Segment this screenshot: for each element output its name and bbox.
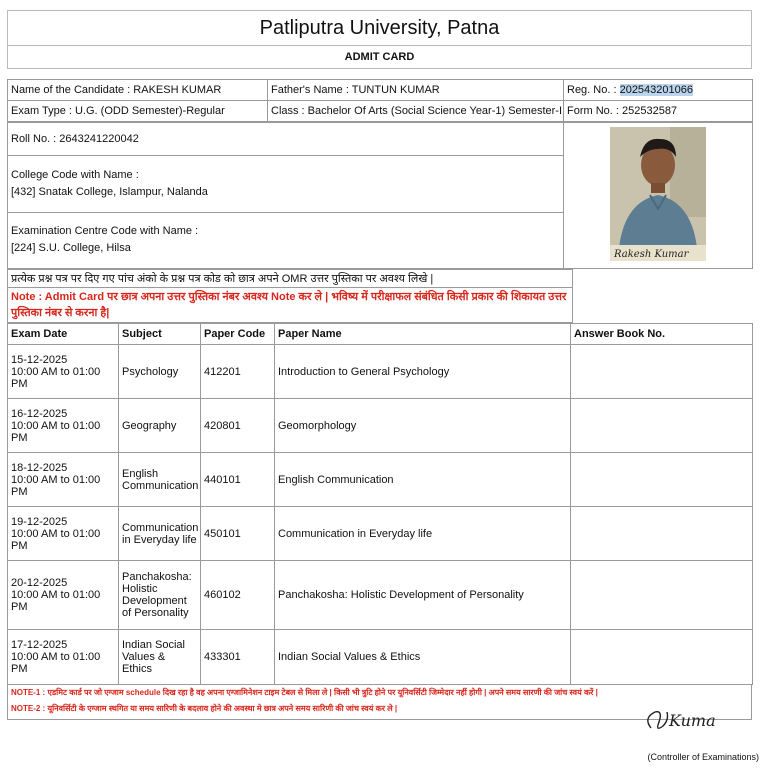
table-row	[8, 630, 753, 685]
exam-date: 16-12-2025	[11, 407, 68, 420]
subject-cell: Communication in Everyday life	[119, 507, 201, 561]
exam-date-cell	[8, 630, 119, 685]
form-no: Form No. : 252532587	[564, 101, 753, 122]
paper-name-cell: Geomorphology	[275, 399, 571, 453]
exam-type: Exam Type : U.G. (ODD Semester)-Regular	[8, 101, 268, 122]
answer-book-cell	[571, 453, 753, 507]
reg-no	[564, 80, 753, 101]
paper-code-cell: 440101	[201, 453, 275, 507]
photo-cell	[564, 123, 753, 269]
answer-book-cell	[571, 507, 753, 561]
centre-label: Examination Centre Code with Name :	[11, 225, 199, 238]
answer-book-cell	[571, 630, 753, 685]
table-row	[8, 399, 753, 453]
candidate-name: Name of the Candidate : RAKESH KUMAR	[8, 80, 268, 101]
subject-cell: Panchakosha: Holistic Development of Personality	[119, 561, 201, 630]
table-row	[8, 345, 753, 399]
exam-date-cell	[8, 453, 119, 507]
instruction-note: Note : Admit Card पर छात्र अपना उत्तर पुस्तिका नंबर अवश्य Note कर ले | भविष्य में परीक्षाफल संबंधित किसी प्रकार की शिकायत उत्तर पुस्तिका नंबर से करना है|	[8, 288, 573, 323]
subject-cell: Psychology	[119, 345, 201, 399]
class-info: Class : Bachelor Of Arts (Social Science Year-1) Semester-I	[268, 101, 564, 122]
exam-date: 18-12-2025	[11, 461, 68, 474]
instruction-line: प्रत्येक प्रश्न पत्र पर दिए गए पांच अंको के प्रश्न पत्र कोड को छात्र अपने OMR उत्तर पुस्तिका पर अवश्य लिखे |	[8, 270, 573, 288]
exam-time: 10:00 AM to 01:00 PM	[11, 365, 101, 390]
instructions-table	[7, 269, 753, 323]
reg-no-value: 202543201066	[619, 84, 693, 96]
college-label: College Code with Name :	[11, 168, 139, 181]
exam-date: 20-12-2025	[11, 577, 68, 589]
exam-time: 10:00 AM to 01:00 PM	[11, 473, 101, 498]
admit-card	[7, 10, 752, 720]
paper-name-cell: Introduction to General Psychology	[275, 345, 571, 399]
exam-time: 10:00 AM to 01:00 PM	[11, 419, 101, 444]
header-paper-name: Paper Name	[275, 324, 571, 345]
father-name: Father's Name : TUNTUN KUMAR	[268, 80, 564, 101]
header-answer-book: Answer Book No.	[571, 324, 753, 345]
exam-time: 10:00 AM to 01:00 PM	[11, 527, 101, 552]
paper-code-cell: 412201	[201, 345, 275, 399]
exam-date-cell	[8, 561, 119, 630]
paper-name-cell: English Communication	[275, 453, 571, 507]
paper-code-cell: 420801	[201, 399, 275, 453]
exam-date-cell	[8, 507, 119, 561]
college-info	[8, 156, 564, 212]
photo-signature: Rakesh Kumar	[614, 249, 689, 260]
paper-name-cell: Panchakosha: Holistic Development of Personality	[275, 561, 571, 630]
table-row	[8, 507, 753, 561]
exam-date-cell	[8, 345, 119, 399]
answer-book-cell	[571, 561, 753, 630]
centre-value: [224] S.U. College, Hilsa	[11, 242, 131, 255]
candidate-info-table	[7, 79, 753, 122]
paper-name-cell: Indian Social Values & Ethics	[275, 630, 571, 685]
candidate-photo-image	[610, 127, 706, 261]
table-row	[8, 561, 753, 630]
exam-date: 17-12-2025	[11, 639, 68, 651]
subject-cell: Geography	[119, 399, 201, 453]
exam-schedule-table	[7, 323, 753, 685]
centre-info	[8, 212, 564, 269]
candidate-photo	[610, 127, 706, 261]
subject-cell: English Communication	[119, 453, 201, 507]
header-exam-date: Exam Date	[8, 324, 119, 345]
admit-card-heading: ADMIT CARD	[7, 46, 752, 69]
signature-text: Kuma	[669, 711, 716, 730]
header-subject: Subject	[119, 324, 201, 345]
paper-code-cell: 460102	[201, 561, 275, 630]
reg-no-label: Reg. No. :	[567, 84, 620, 96]
college-value: [432] Snatak College, Islampur, Nalanda	[11, 185, 208, 198]
paper-code-cell: 433301	[201, 630, 275, 685]
controller-label: (Controller of Examinations)	[647, 752, 759, 762]
subject-cell: Indian Social Values & Ethics	[119, 630, 201, 685]
paper-code-cell: 450101	[201, 507, 275, 561]
exam-date: 19-12-2025	[11, 515, 68, 528]
controller-signature	[633, 700, 753, 740]
university-title: Patliputra University, Patna	[7, 10, 752, 46]
roll-no: Roll No. : 2643241220042	[8, 123, 564, 156]
note-1: NOTE-1 : एडमिट कार्ड पर जो एग्जाम schedule दिख रहा है वह अपना एग्जामिनेशन टाइम टेबल से मिला ले | किसी भी त्रुटि होने पर यूनिवर्सिटी जिम्मेदार नहीं होगी | अपने समय सारणी की जांच स्वयं करें |	[11, 688, 598, 697]
note-2: NOTE-2 : यूनिवर्सिटी के एग्जाम स्थगित या समय सारिणी के बदलाव होने की अवस्था मे छात्र अपने समय सारिणी की जांच स्वयं कर ले |	[11, 704, 398, 713]
header-paper-code: Paper Code	[201, 324, 275, 345]
exam-date: 15-12-2025	[11, 353, 68, 366]
answer-book-cell	[571, 399, 753, 453]
table-row	[8, 453, 753, 507]
exam-date-cell	[8, 399, 119, 453]
schedule-header-row	[8, 324, 753, 345]
paper-name-cell: Communication in Everyday life	[275, 507, 571, 561]
exam-time: 10:00 AM to 01:00 PM	[11, 651, 101, 675]
answer-book-cell	[571, 345, 753, 399]
exam-time: 10:00 AM to 01:00 PM	[11, 589, 101, 613]
candidate-detail-table	[7, 122, 753, 269]
